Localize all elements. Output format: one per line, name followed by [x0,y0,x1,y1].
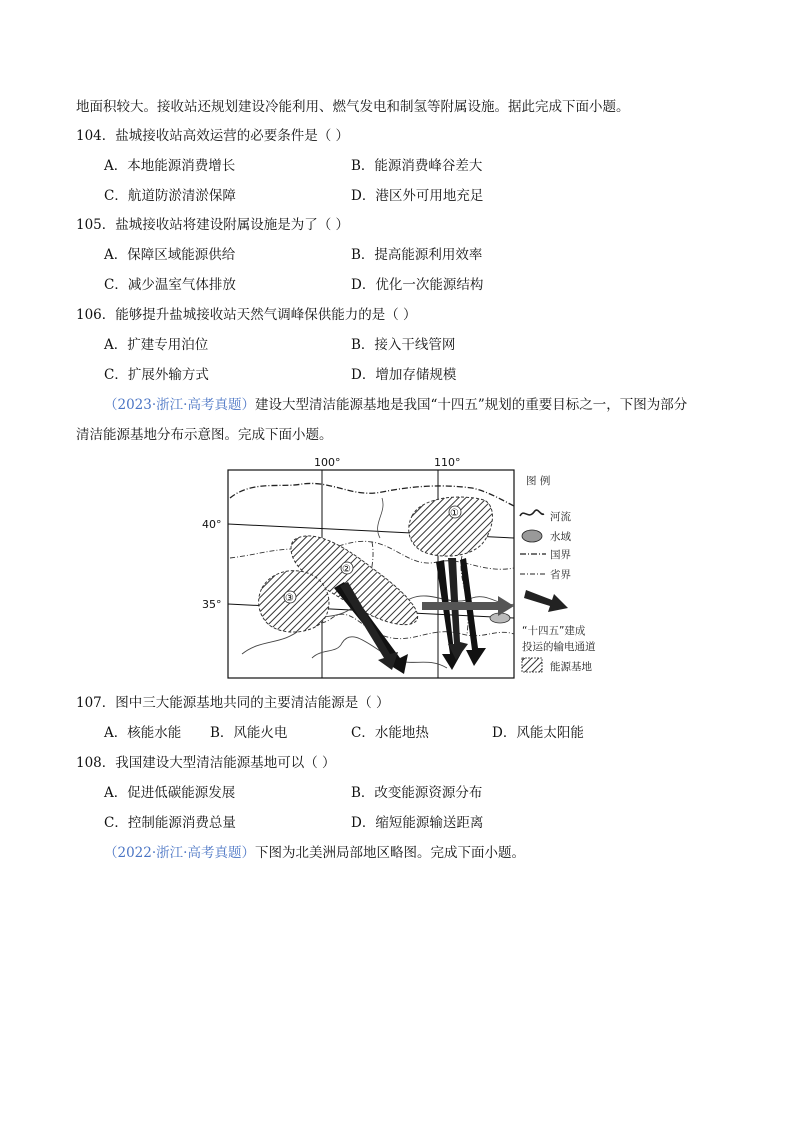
question-107-stem: 107．图中三大能源基地共同的主要清洁能源是（ ） [76,695,390,711]
base-label-3: ③ [285,593,294,604]
intro-line: 地面积较大。接收站还规划建设冷能利用、燃气发电和制氢等附属设施。据此完成下面小题。 [76,99,630,115]
question-108-option-b: B．改变能源资源分布 [351,785,483,801]
question-107-option-a: A．核能水能 [104,725,182,741]
question-106-option-d: D．增加存储规模 [351,367,457,383]
question-104-option-b: B．能源消费峰谷差大 [351,158,483,174]
question-106-option-a: A．扩建专用泊位 [104,337,209,353]
question-106-option-c: C．扩展外输方式 [104,367,209,383]
question-105-option-d: D．优化一次能源结构 [351,277,484,293]
question-108-option-a: A．促进低碳能源发展 [104,785,236,801]
passage-2022-text: 下图为北美洲局部地区略图。完成下面小题。 [254,845,525,861]
clean-energy-base-map [202,456,614,680]
question-107-option-c: C．水能地热 [351,725,429,741]
lon-label-100: 100° [314,456,341,469]
question-106-stem: 106．能够提升盐城接收站天然气调峰保供能力的是（ ） [76,307,417,323]
question-108-stem: 108．我国建设大型清洁能源基地可以（ ） [76,755,336,771]
question-107-option-d: D．风能太阳能 [492,725,584,741]
base-label-1: ① [450,508,459,519]
energy-base-legend-icon [522,658,542,672]
water-legend-icon [522,530,542,542]
legend-water: 水域 [550,531,571,543]
legend-national-border: 国界 [550,549,571,561]
legend-provincial-border: 省界 [550,569,571,581]
lat-label-35: 35° [202,598,222,611]
question-105-option-b: B．提高能源利用效率 [351,247,483,263]
passage-2022-source: （2022·浙江·高考真题） [104,845,255,861]
passage-2022-line [104,844,525,862]
question-108-option-c: C．控制能源消费总量 [104,815,236,831]
passage-2023-line1 [104,396,687,414]
passage-2023-text: 建设大型清洁能源基地是我国“十四五”规划的重要目标之一，下图为部分 [254,397,688,413]
passage-2023-line2: 清洁能源基地分布示意图。完成下面小题。 [76,427,333,443]
base-label-2: ② [342,564,351,575]
legend-channel-line1: “十四五”建成 [522,625,586,637]
question-105-option-c: C．减少温室气体排放 [104,277,236,293]
question-107-option-b: B．风能火电 [210,725,288,741]
legend-channel-line2: 投运的输电通道 [522,641,596,653]
lon-label-110: 110° [434,456,461,469]
question-106-option-b: B．接入干线管网 [351,337,456,353]
channel-legend-icon [524,590,568,612]
question-104-option-d: D．港区外可用地充足 [351,188,484,204]
question-108-option-d: D．缩短能源输送距离 [351,815,484,831]
lat-label-40: 40° [202,518,222,531]
legend-energy-base: 能源基地 [550,661,592,673]
legend-title: 图 例 [526,475,551,487]
legend-river: 河流 [550,511,571,523]
question-105-option-a: A．保障区域能源供给 [104,247,236,263]
question-104-stem: 104．盐城接收站高效运营的必要条件是（ ） [76,128,350,144]
river-legend-icon [520,510,544,516]
question-104-option-c: C．航道防淤清淤保障 [104,188,236,204]
passage-2023-source: （2023·浙江·高考真题） [104,397,255,413]
question-105-stem: 105．盐城接收站将建设附属设施是为了（ ） [76,217,350,233]
question-104-option-a: A．本地能源消费增长 [104,158,236,174]
